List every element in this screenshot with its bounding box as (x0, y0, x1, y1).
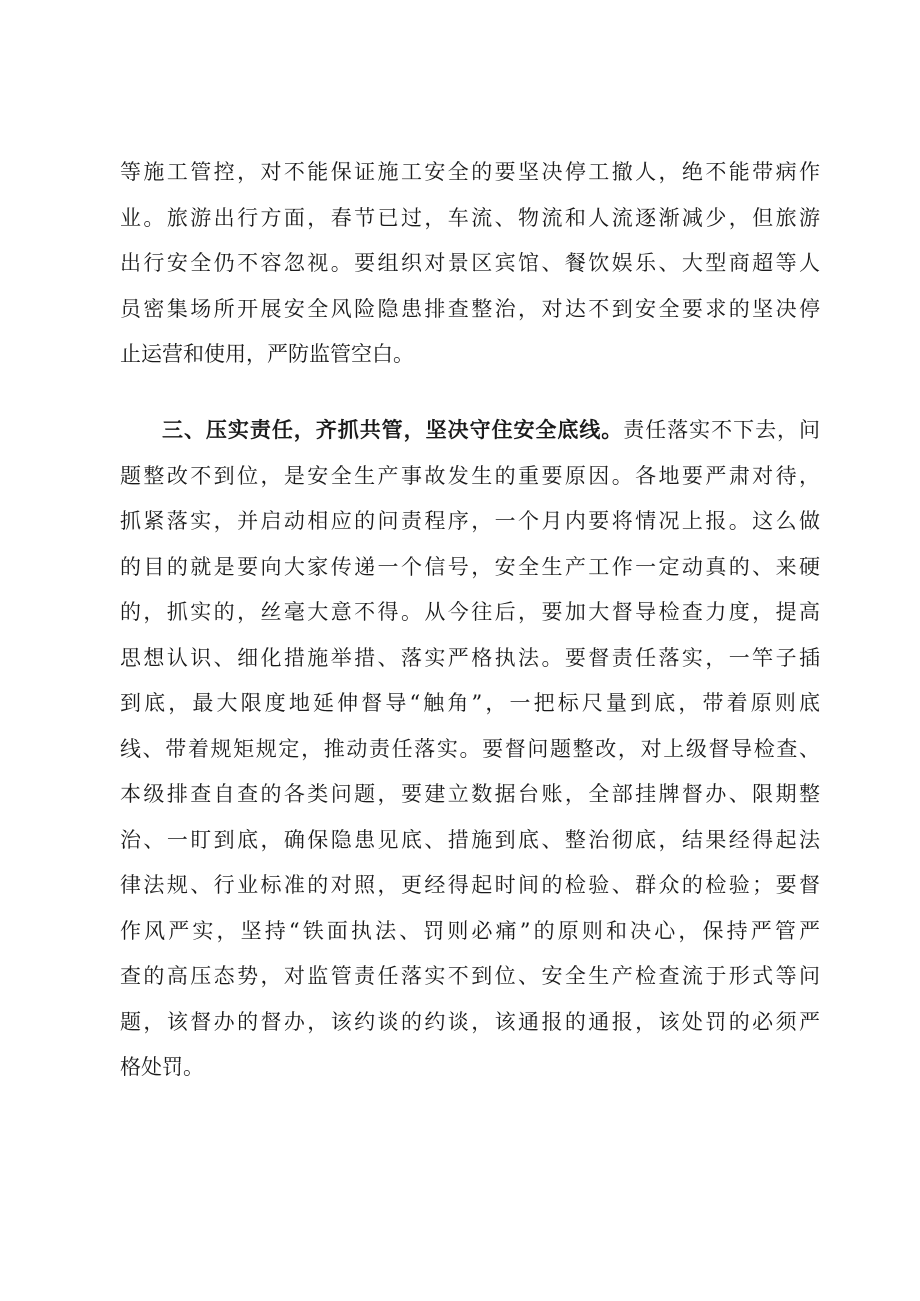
text-line: 查的高压态势，对监管责任落实不到位、安全生产检查流于形式等问 (120, 964, 820, 988)
text-line: 思想认识、细化措施举措、落实严格执法。要督责任落实，一竿子插 (120, 645, 820, 670)
text-line: 的目的就是要向大家传递一个信号，安全生产工作一定动真的、来硬 (120, 554, 820, 579)
text-line: 律法规、行业标准的对照，更经得起时间的检验、群众的检验；要督 (120, 873, 820, 897)
text-line: 等施工管控，对不能保证施工安全的要坚决停工撤人，绝不能带病作 (120, 160, 820, 184)
text-line: 业。旅游出行方面，春节已过，车流、物流和人流逐渐减少，但旅游 (120, 205, 820, 230)
first-line (120, 408, 820, 454)
text-line: 格处罚。 (120, 1055, 204, 1079)
text-line: 治、一盯到底，确保隐患见底、措施到底、整治彻底，结果经得起法 (120, 827, 820, 852)
first-line-text: 责任落实不下去，问 (623, 418, 820, 442)
text-line: 作风严实，坚持“铁面执法、罚则必痛”的原则和决心，保持严管严 (120, 918, 820, 943)
paragraph-responsibility (120, 408, 820, 1091)
text-line: 本级排查自查的各类问题，要建立数据台账，全部挂牌督办、限期整 (120, 782, 820, 806)
text-line: 到底，最大限度地延伸督导“触角”，一把标尺量到底，带着原则底 (120, 691, 820, 715)
text-line: 线、带着规矩规定，推动责任落实。要督问题整改，对上级督导检查、 (120, 736, 820, 761)
text-line: 员密集场所开展安全风险隐患排查整治，对达不到安全要求的坚决停 (120, 296, 820, 321)
text-line: 止运营和使用，严防监管空白。 (120, 342, 414, 366)
paragraph-construction-tourism-safety (120, 150, 820, 378)
text-line: 题整改不到位，是安全生产事故发生的重要原因。各地要严肃对待， (120, 463, 820, 488)
text-line: 抓紧落实，并启动相应的问责程序，一个月内要将情况上报。这么做 (120, 509, 820, 533)
text-line: 的，抓实的，丝毫大意不得。从今往后，要加大督导检查力度，提高 (120, 600, 820, 624)
text-line: 题，该督办的督办，该约谈的约谈，该通报的通报，该处罚的必须严 (120, 1009, 820, 1034)
section-heading: 三、压实责任，齐抓共管，坚决守住安全底线。 (162, 418, 624, 442)
text-line: 出行安全仍不容忽视。要组织对景区宾馆、餐饮娱乐、大型商超等人 (120, 251, 820, 275)
